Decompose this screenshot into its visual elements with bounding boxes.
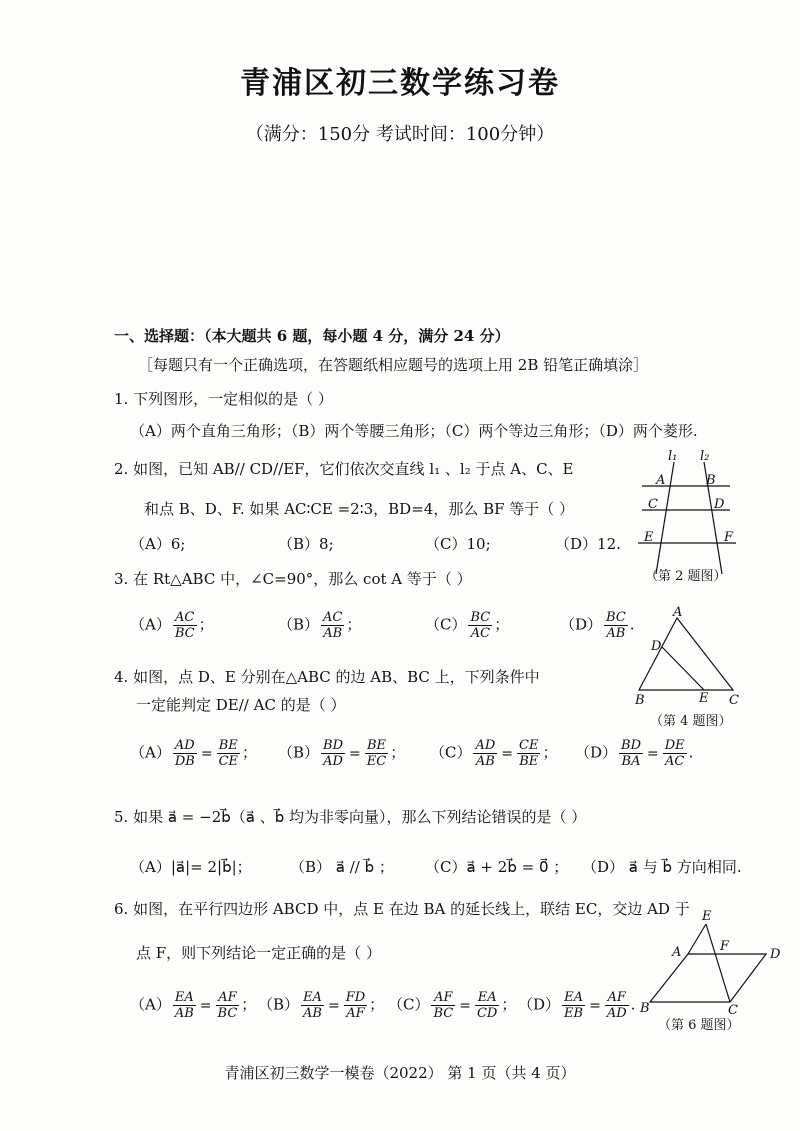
denominator: CD — [476, 1006, 498, 1021]
fraction — [217, 738, 240, 769]
option-label: （B） — [278, 743, 320, 762]
q5-option-b: （B） a⃗ // b⃗ ； — [290, 858, 394, 876]
fraction — [173, 610, 197, 641]
q3-option-a — [130, 610, 214, 641]
fraction — [619, 738, 643, 769]
numerator: DE — [664, 738, 685, 753]
option-label: （D） — [518, 995, 561, 1014]
q2-line1: 2. 如图，已知 AB// CD//EF，它们依次交直线 l₁ 、l₂ 于点 A、C、E — [114, 460, 574, 478]
q2-label-l1: l₁ — [668, 449, 678, 464]
fraction — [344, 990, 367, 1021]
q6-line2: 点 F，则下列结论一定正确的是（ ） — [136, 944, 381, 962]
numerator: AF — [605, 990, 629, 1006]
denominator: AB — [323, 626, 343, 641]
option-end: ； — [241, 995, 257, 1014]
fraction — [321, 738, 345, 769]
denominator: AB — [475, 754, 495, 769]
fraction — [301, 990, 324, 1021]
numerator: AD — [173, 738, 197, 754]
fraction — [216, 990, 240, 1021]
numerator: AC — [323, 610, 343, 625]
q2-option-b: （B）8; — [278, 535, 334, 553]
numerator: BC — [606, 610, 626, 625]
option-label: （D） — [560, 615, 603, 634]
option-label: （D） — [575, 743, 618, 762]
denominator: AD — [323, 754, 343, 769]
q2-option-c: （C）10; — [425, 535, 491, 553]
q5-option-c: （C）a⃗ + 2b⃗ = 0⃗ ； — [425, 858, 569, 876]
q4-option-c — [430, 738, 557, 769]
q5-stem: 5. 如果 a⃗ = −2b⃗（a⃗ 、b⃗ 均为非零向量），那么下列结论错误的是（ ） — [114, 808, 587, 826]
q6-label-c: C — [728, 1003, 738, 1016]
fraction — [605, 990, 629, 1021]
numerator: EA — [301, 990, 324, 1006]
q4-label-e: E — [699, 691, 709, 706]
fraction — [365, 738, 388, 769]
q6-label-f: F — [720, 939, 730, 954]
option-label: （B） — [278, 615, 320, 634]
equals-sign: = — [647, 745, 659, 762]
option-end: . — [688, 743, 694, 762]
q4-line1: 4. 如图，点 D、E 分别在△ABC 的边 AB、BC 上，下列条件中 — [114, 668, 540, 686]
q3-option-d — [560, 610, 635, 641]
denominator: AB — [606, 626, 626, 641]
fraction — [517, 738, 540, 769]
denominator: BC — [433, 1006, 454, 1021]
option-label: （A） — [130, 743, 171, 762]
option-end: ； — [369, 995, 385, 1014]
denominator: BA — [621, 754, 641, 769]
option-label: （A） — [130, 995, 171, 1014]
page-title: 青浦区初三数学练习卷 — [240, 66, 560, 101]
q5-option-d: （D） a⃗ 与 b⃗ 方向相同. — [582, 858, 742, 876]
denominator: AC — [470, 626, 491, 641]
q6-line1: 6. 如图，在平行四边形 ABCD 中，点 E 在边 BA 的延长线上，联结 EC，交边 AD 于 — [114, 900, 690, 918]
equals-sign: = — [200, 745, 213, 762]
q2-label-b: B — [706, 473, 716, 488]
page-footer: 青浦区初三数学一模卷（2022） 第 1 页（共 4 页） — [224, 1064, 576, 1082]
q6-option-a — [130, 990, 256, 1021]
equals-sign: = — [199, 997, 212, 1014]
q5-option-a: （A）|a⃗|= 2|b⃗|； — [130, 858, 252, 876]
denominator: AF — [346, 1006, 365, 1021]
option-label: （B） — [258, 995, 300, 1014]
equals-sign: = — [501, 745, 514, 762]
q6-label-b: B — [640, 1001, 650, 1016]
fraction — [173, 990, 196, 1021]
q2-label-d: D — [714, 497, 725, 512]
numerator: AC — [173, 610, 197, 626]
denominator: EC — [366, 754, 387, 769]
q4-caption: （第 4 题图） — [650, 714, 732, 729]
fraction — [663, 738, 687, 769]
numerator: FD — [345, 990, 366, 1005]
q4-line2: 一定能判定 DE// AC 的是（ ） — [136, 696, 346, 714]
q3-stem: 3. 在 Rt△ABC 中，∠C=90°，那么 cot A 等于（ ） — [114, 570, 472, 588]
q4-label-d: D — [651, 639, 662, 654]
option-end: ； — [501, 995, 517, 1014]
q6-label-e: E — [702, 909, 712, 924]
numerator: AF — [431, 990, 455, 1006]
equals-sign: = — [589, 997, 601, 1014]
q4-option-d — [575, 738, 693, 769]
q2-label-a: A — [656, 473, 666, 488]
q1-options: （A）两个直角三角形；（B）两个等腰三角形；（C）两个等边三角形；（D）两个菱形. — [130, 422, 698, 440]
equals-sign: = — [327, 997, 340, 1014]
numerator: BD — [621, 738, 642, 753]
fraction — [475, 990, 499, 1021]
numerator: BE — [217, 738, 240, 754]
fraction — [431, 990, 455, 1021]
numerator: BE — [365, 738, 388, 754]
denominator: BC — [174, 626, 195, 641]
option-end: ； — [346, 615, 362, 634]
q3-option-c — [425, 610, 509, 641]
q2-label-c: C — [648, 497, 658, 512]
section-heading: 一、选择题：（本大题共 6 题，每小题 4 分，满分 24 分） — [114, 327, 510, 345]
q6-option-c — [388, 990, 516, 1021]
denominator: AB — [174, 1006, 194, 1021]
q4-option-a — [130, 738, 257, 769]
q2-caption: （第 2 题图） — [645, 569, 727, 584]
q2-option-d: （D）12. — [555, 535, 621, 553]
page-subtitle: （满分：150分 考试时间：100分钟） — [245, 124, 555, 145]
q2-line2: 和点 B、D、F. 如果 AC∶CE =2∶3，BD=4，那么 BF 等于（ ） — [144, 500, 575, 518]
q4-figure — [625, 604, 750, 708]
denominator: AD — [606, 1006, 627, 1021]
q4-option-b — [278, 738, 405, 769]
fraction — [562, 990, 585, 1021]
q6-caption: （第 6 题图） — [658, 1018, 740, 1033]
denominator: EB — [564, 1006, 584, 1021]
q6-option-d — [518, 990, 635, 1021]
option-label: （C） — [425, 615, 467, 634]
option-label: （C） — [430, 743, 472, 762]
equals-sign: = — [459, 997, 471, 1014]
option-end: . — [630, 995, 636, 1014]
q2-label-e: E — [644, 530, 654, 545]
option-end: ； — [390, 743, 406, 762]
denominator: DB — [174, 754, 195, 769]
q6-option-b — [258, 990, 384, 1021]
numerator: EA — [562, 990, 585, 1006]
numerator: EA — [475, 990, 499, 1006]
fraction — [173, 738, 197, 769]
fraction — [321, 610, 344, 641]
q4-label-b: B — [635, 693, 645, 708]
q4-label-a: A — [673, 605, 683, 620]
q2-option-a: （A）6; — [130, 535, 186, 553]
numerator: BD — [323, 738, 344, 753]
option-end: ； — [198, 615, 214, 634]
numerator: BC — [470, 610, 491, 625]
equals-sign: = — [349, 745, 361, 762]
numerator: AD — [475, 738, 496, 753]
numerator: AF — [216, 990, 240, 1006]
option-end: ； — [542, 743, 558, 762]
q1-stem: 1. 下列图形，一定相似的是（ ） — [114, 390, 333, 408]
denominator: CE — [218, 754, 238, 769]
numerator: EA — [173, 990, 196, 1006]
fraction — [468, 610, 492, 641]
option-end: ； — [242, 743, 258, 762]
numerator: CE — [519, 738, 539, 753]
denominator: AC — [665, 754, 685, 769]
q4-label-c: C — [729, 693, 739, 708]
section-instruction: ［每题只有一个正确选项，在答题纸相应题号的选项上用 2B 铅笔正确填涂］ — [138, 356, 649, 374]
option-label: （C） — [388, 995, 430, 1014]
option-label: （A） — [130, 615, 171, 634]
q2-label-f: F — [724, 530, 734, 545]
denominator: AB — [303, 1006, 322, 1021]
q3-option-b — [278, 610, 361, 641]
option-end: . — [629, 615, 635, 634]
q2-label-l2: l₂ — [700, 449, 710, 464]
option-end: ； — [494, 615, 510, 634]
denominator: BC — [217, 1006, 238, 1021]
q6-figure — [638, 906, 788, 1016]
q6-label-d: D — [770, 947, 781, 962]
fraction — [473, 738, 497, 769]
q6-label-a: A — [672, 945, 682, 960]
denominator: BE — [519, 754, 539, 769]
